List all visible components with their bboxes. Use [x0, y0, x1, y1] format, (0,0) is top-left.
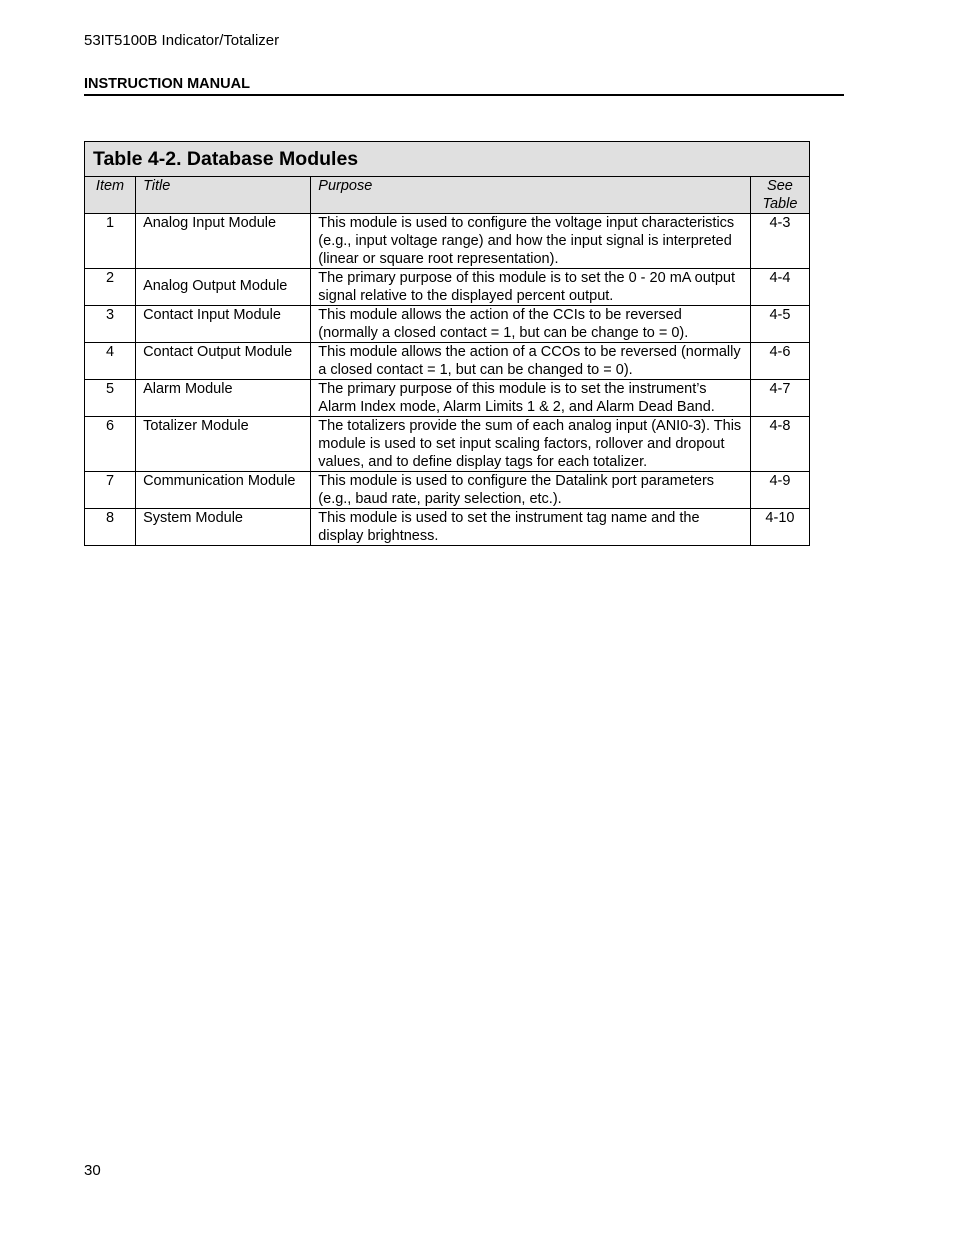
table-row	[85, 214, 810, 269]
cell-purpose: This module allows the action of the CCIs to be reversed (normally a closed contact = 1, but can be change to = 0).	[311, 306, 751, 343]
cell-purpose: This module allows the action of a CCOs to be reversed (normally a closed contact = 1, but can be changed to = 0).	[311, 343, 751, 380]
cell-item: 5	[85, 380, 136, 417]
table-caption: Table 4-2. Database Modules	[85, 142, 810, 177]
cell-item: 7	[85, 472, 136, 509]
cell-item: 4	[85, 343, 136, 380]
cell-title: Contact Output Module	[136, 343, 311, 380]
table-row	[85, 343, 810, 380]
cell-item: 8	[85, 509, 136, 546]
cell-see-table: 4-9	[750, 472, 809, 509]
cell-purpose: This module is used to configure the Datalink port parameters (e.g., baud rate, parity selection, etc.).	[311, 472, 751, 509]
table-row	[85, 269, 810, 306]
table-row	[85, 306, 810, 343]
cell-see-table: 4-10	[750, 509, 809, 546]
cell-purpose: The primary purpose of this module is to set the instrument’s Alarm Index mode, Alarm Limits 1 & 2, and Alarm Dead Band.	[311, 380, 751, 417]
table-header-row	[85, 177, 810, 214]
cell-title: Communication Module	[136, 472, 311, 509]
cell-see-table: 4-3	[750, 214, 809, 269]
cell-purpose: The primary purpose of this module is to set the 0 - 20 mA output signal relative to the displayed percent output.	[311, 269, 751, 306]
document-title: 53IT5100B Indicator/Totalizer	[84, 32, 280, 49]
cell-title: Analog Input Module	[136, 214, 311, 269]
cell-see-table: 4-5	[750, 306, 809, 343]
cell-see-table: 4-8	[750, 417, 809, 472]
cell-title: Alarm Module	[136, 380, 311, 417]
cell-see-table: 4-4	[750, 269, 809, 306]
cell-title: Analog Output Module	[136, 269, 311, 306]
header-see-line1: See	[767, 178, 793, 194]
header-item: Item	[85, 177, 136, 214]
cell-item: 1	[85, 214, 136, 269]
cell-item: 6	[85, 417, 136, 472]
table-row	[85, 417, 810, 472]
header-see-table	[750, 177, 809, 214]
cell-see-table: 4-7	[750, 380, 809, 417]
section-header: INSTRUCTION MANUAL	[84, 76, 844, 96]
cell-item: 2	[85, 269, 136, 306]
table-row	[85, 509, 810, 546]
table-row	[85, 380, 810, 417]
table-row	[85, 472, 810, 509]
header-purpose: Purpose	[311, 177, 751, 214]
table-caption-row	[85, 142, 810, 177]
header-see-line2: Table	[762, 196, 798, 212]
cell-purpose: This module is used to configure the voltage input characteristics (e.g., input voltage range) and how the input signal is interpreted (linear or square root representation).	[311, 214, 751, 269]
cell-see-table: 4-6	[750, 343, 809, 380]
page-number: 30	[84, 1162, 101, 1179]
header-title: Title	[136, 177, 311, 214]
cell-title: Contact Input Module	[136, 306, 311, 343]
cell-title: Totalizer Module	[136, 417, 311, 472]
cell-title: System Module	[136, 509, 311, 546]
cell-purpose: This module is used to set the instrument tag name and the display brightness.	[311, 509, 751, 546]
cell-purpose: The totalizers provide the sum of each analog input (ANI0-3). This module is used to set input scaling factors, rollover and dropout values, and to define display tags for each totalizer.	[311, 417, 751, 472]
cell-item: 3	[85, 306, 136, 343]
database-modules-table	[84, 141, 810, 546]
